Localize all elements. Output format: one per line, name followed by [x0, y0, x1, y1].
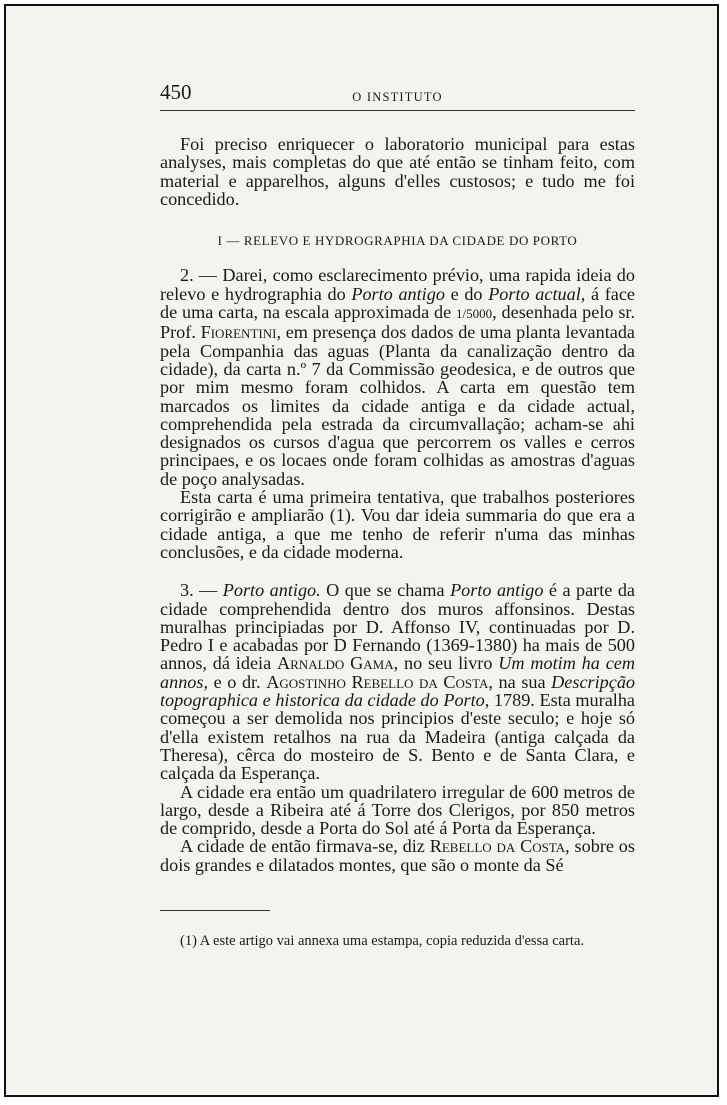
paragraph-3: Esta carta é uma primeira tentativa, que trabalhos posteriores corrigirão e ampliarão (1). Vou dar ideia summaria do que era a cidade antiga, a que me tenho de referir n'uma das minhas conclusões, e da cidade moderna. [160, 487, 635, 562]
paragraph-5: A cidade era então um quadrilatero irregular de 600 metros de largo, desde a Ribeira até á Torre dos Clerigos, por 850 metros de comprido, desde a Porta do Sol até á Porta da Esperança. [160, 781, 635, 839]
paragraph-4: 3. — Porto antigo. O que se chama Porto antigo é a parte da cidade comprehendida dentro dos muros affonsinos. Destas muralhas principiadas por D. Affonso IV, continuadas por D. Pedro I e acabadas por D Fernando (1369-1380) ha mais de 500 annos, dá ideia Arnaldo Gama, no seu livro Um motim ha cem annos, e o dr. Agostinho Rebello da Costa, na sua Descripção topographica e historica da cidade do Porto, 1789. Esta muralha começou a ser demolida nos principios d'este seculo; e hoje só d'ella existem retalhos na rua da Madeira (antiga calçada da Theresa), cêrca do mosteiro de S. Bento e de Santa Clara, e calçada da Esperança. [160, 580, 636, 784]
paragraph-2: 2. — Darei, como esclarecimento prévio, uma rapida ideia do relevo e hydrographia do Porto antigo e do Porto actual, á face de uma carta, na escala approximada de 1/5000, desenhada pelo sr. Prof. Fiorentini, em presença dos dados de uma planta levantada pela Companhia das aguas (Planta da canalização dentro da cidade), da carta n.º 7 da Commissão geodesica, e de outros que por mim mesmo foram colhidos. A carta em questão tem marcados os limites da cidade antiga e da cidade actual, comprehendida pela estrada da circumvallação; acham-se ahi designados os cursos d'agua que percorrem os valles e cerros principaes, e os locaes onde foram colhidas as amostras d'aguas de poço analysadas. [160, 265, 635, 489]
page-header [160, 80, 635, 111]
paragraph-6: A cidade de então firmava-se, diz Rebello da Costa, sobre os dois grandes e dilatados montes, que são o monte da Sé [160, 836, 635, 875]
paragraph-1: Foi preciso enriquecer o laboratorio municipal para estas analyses, mais completas do que até então se tinham feito, com material e apparelhos, alguns d'elles custosos; e tudo me foi concedido. [160, 134, 635, 209]
page-number: 450 [160, 80, 192, 104]
footnote: (1) A este artigo vai annexa uma estampa, copia reduzida d'essa carta. [180, 933, 585, 949]
footnote-rule [160, 910, 270, 911]
section-heading: I — RELEVO E HYDROGRAPHIA DA CIDADE DO PORTO [217, 233, 578, 249]
running-title: O INSTITUTO [352, 90, 443, 104]
page-body [160, 80, 635, 874]
